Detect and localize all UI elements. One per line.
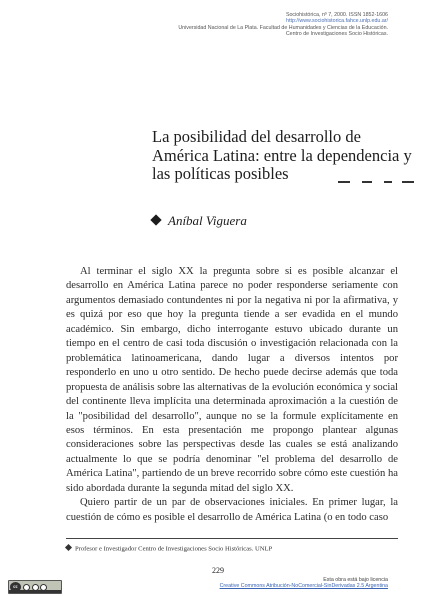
footnote-text: Profesor e Investigador Centro de Investigaciones Socio Históricas. UNLP	[75, 545, 273, 553]
body-paragraph: Quiero partir de un par de observaciones iniciales. En primer lugar, la cuestión de cómo es posible el desarrollo de América Latina (o en todo caso	[66, 497, 398, 523]
cc-logo-icon: cc	[10, 582, 21, 592]
license-link[interactable]: Creative Commons Atribución-NoComercial-SinDerivadas 2.5 Argentina	[219, 583, 388, 590]
footnote-divider	[66, 538, 398, 539]
creative-commons-badge[interactable]	[8, 580, 62, 594]
body-paragraph: Al terminar el siglo XX la pregunta sobre si es posible alcanzar el desarrollo en América Latina parece no poder responderse seriamente con argumentos demasiado contundentes ni por la negativa ni por la afirmativa, y es quizá por eso que hoy la pregunta tiende a ser evadida en el mundo académico. Sin embargo, dicho interrogante estuvo ubicado durante un tiempo en el centro de casi toda discusión o investigación relacionada con la problemática latinoamericana, dando lugar a diversos intentos por responderlo en uno u otro sentido. De hecho puede decirse además que toda propuesta de análisis sobre las alternativas de la evolución económica y social del continente lleva implícita una determinada aproximación a la cuestión de la "posibilidad del desarrollo", aunque no se la formule explícitamente en esos términos. En esta presentación me propongo plantear algunas consideraciones sobre las perspectivas desde las cuales se está analizando actualmente lo que se podría denominar "el problema del desarrollo de América Latina", partiendo de un breve recorrido sobre cómo este cuestión ha sido abordada durante la segunda mitad del siglo XX.	[66, 266, 398, 494]
journal-citation: Sociohistórica, nº 7, 2000. ISSN 1852-1606	[285, 12, 388, 18]
license-notice	[220, 577, 388, 590]
university-line: Universidad Nacional de La Plata. Facultad de Humanidades y Ciencias de la Educación.	[178, 24, 388, 31]
author-name: Aníbal Viguera	[168, 213, 247, 228]
page-number: 229	[212, 566, 224, 575]
footnote	[66, 545, 272, 553]
journal-header	[68, 12, 388, 37]
badge-strip	[9, 590, 61, 593]
author-line	[152, 213, 247, 229]
article-body	[66, 265, 398, 525]
journal-url-link[interactable]: http://www.sociohistorica.fahce.unlp.edu.ar/	[286, 18, 388, 25]
diamond-bullet-icon	[150, 214, 161, 225]
research-center-line: Centro de Investigaciones Socio Históricas.	[285, 30, 388, 37]
title-decoration	[338, 181, 416, 183]
diamond-bullet-icon	[65, 544, 72, 551]
license-intro: Esta obra está bajo licencia	[323, 577, 388, 583]
article-title: La posibilidad del desarrollo de América Latina: entre la dependencia y las políticas posibles	[152, 127, 412, 183]
